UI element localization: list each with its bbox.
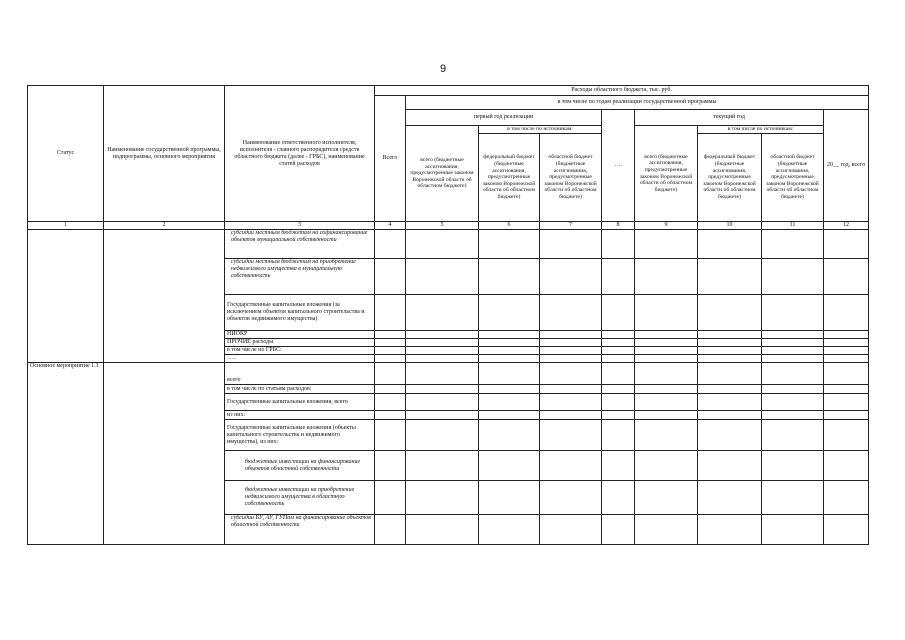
col-num-5: 5 <box>406 222 479 230</box>
table-cell <box>602 295 635 331</box>
table-cell <box>698 331 762 339</box>
table-cell <box>824 295 869 331</box>
col-num-11: 11 <box>762 222 824 230</box>
table-cell <box>406 363 479 385</box>
header-status: Статус <box>28 86 104 222</box>
table-cell <box>824 331 869 339</box>
header-federal-2: федеральный бюджет (бюджетные ассигнования, предусмотренные законом Воронежской области об областном бюджете) <box>698 134 762 222</box>
table-cell <box>824 394 869 411</box>
header-current-year: текущий год <box>635 110 824 126</box>
table-cell <box>762 420 824 451</box>
table-cell <box>375 339 406 347</box>
row-label: из них: <box>225 411 375 420</box>
table-cell <box>762 259 824 295</box>
table-cell <box>375 385 406 394</box>
header-program-name: Наименование государственной программы, подпрограммы, основного мероприятия <box>104 86 225 222</box>
col-num-1: 1 <box>28 222 104 230</box>
table-cell <box>375 411 406 420</box>
table-cell <box>602 331 635 339</box>
table-cell <box>406 481 479 515</box>
table-cell <box>635 339 698 347</box>
table-cell <box>762 355 824 363</box>
table-cell <box>406 347 479 355</box>
table-cell <box>28 230 104 363</box>
table-cell <box>479 259 540 295</box>
table-cell <box>698 481 762 515</box>
table-cell <box>635 385 698 394</box>
table-cell <box>406 411 479 420</box>
table-cell <box>540 295 602 331</box>
table-cell <box>602 259 635 295</box>
column-numbers-row <box>28 222 869 230</box>
table-cell <box>602 363 635 385</box>
table-cell <box>635 230 698 259</box>
row-label: Государственные капитальные вложения (за исключением объектов капитального строительства и объектов недвижимого имущества) <box>225 295 375 331</box>
table-cell <box>540 481 602 515</box>
table-cell <box>602 385 635 394</box>
table-cell <box>479 363 540 385</box>
row-label: Государственные капитальные вложения (объекты капитального строительства и недвижимого имущества), из них: <box>225 420 375 451</box>
table-cell <box>375 259 406 295</box>
table-cell <box>375 355 406 363</box>
table-cell <box>406 394 479 411</box>
header-total: Всего <box>375 96 406 222</box>
table-cell <box>824 230 869 259</box>
col-num-10: 10 <box>698 222 762 230</box>
table-cell <box>540 355 602 363</box>
table-cell <box>635 347 698 355</box>
table-cell <box>540 385 602 394</box>
col-num-3: 3 <box>225 222 375 230</box>
row-label: бюджетные инвестиции на приобретение недвижимого имущества в областную собственность <box>225 481 375 515</box>
row-label: бюджетные инвестиции на финансирование объектов областной собственности <box>225 451 375 481</box>
table-cell <box>635 363 698 385</box>
table-cell <box>602 481 635 515</box>
header-regional-1: областной бюджет (бюджетные ассигнования, предусмотренные законом Воронежской области об областном бюджете) <box>540 134 602 222</box>
table-cell <box>824 451 869 481</box>
table-cell <box>479 347 540 355</box>
table-cell <box>762 515 824 545</box>
table-cell <box>540 451 602 481</box>
table-cell <box>824 363 869 385</box>
table-cell <box>635 420 698 451</box>
table-cell <box>375 420 406 451</box>
table-cell <box>698 385 762 394</box>
table-cell <box>375 363 406 385</box>
table-cell <box>762 331 824 339</box>
table-cell <box>479 411 540 420</box>
row-label: субсидии БУ, АУ, ГУПам на финансирование объектов областной собственности <box>225 515 375 545</box>
table-cell <box>602 420 635 451</box>
table-cell <box>479 420 540 451</box>
table-cell <box>635 259 698 295</box>
table-cell <box>406 515 479 545</box>
col-num-8: 8 <box>602 222 635 230</box>
table-cell <box>824 385 869 394</box>
table-cell <box>375 230 406 259</box>
row-label: ПРОЧИЕ расходы <box>225 339 375 347</box>
table-cell <box>762 230 824 259</box>
table-cell <box>602 347 635 355</box>
table-cell <box>698 339 762 347</box>
table-cell <box>602 394 635 411</box>
table-cell <box>406 331 479 339</box>
col-num-2: 2 <box>104 222 225 230</box>
table-cell <box>602 355 635 363</box>
table-cell <box>635 481 698 515</box>
table-cell <box>698 451 762 481</box>
table-cell <box>698 355 762 363</box>
table-cell <box>602 411 635 420</box>
table-cell <box>479 230 540 259</box>
table-cell <box>698 420 762 451</box>
table-cell <box>479 331 540 339</box>
table-cell <box>540 230 602 259</box>
table-cell <box>824 355 869 363</box>
table-cell <box>104 230 225 363</box>
row-label: в том числе по статьям расходов: <box>225 385 375 394</box>
table-cell <box>375 481 406 515</box>
table-cell <box>635 394 698 411</box>
header-first-year: первый год реализации <box>406 110 602 126</box>
row-label: субсидии местным бюджетам на приобретение недвижимого имущества в муниципальную собственность <box>225 259 375 295</box>
col-num-12: 12 <box>824 222 869 230</box>
table-cell <box>479 339 540 347</box>
table-cell <box>479 295 540 331</box>
table-cell <box>540 339 602 347</box>
table-cell <box>479 355 540 363</box>
table-cell <box>762 363 824 385</box>
table-cell <box>698 411 762 420</box>
header-executor: Наименование ответственного исполнителя, исполнителя - главного распорядителя средств областного бюджета (далее - ГРБС), наименование статей расходов <box>225 86 375 222</box>
table-cell <box>635 411 698 420</box>
table-cell <box>540 331 602 339</box>
table-cell <box>762 347 824 355</box>
table-cell <box>602 515 635 545</box>
table-cell <box>824 481 869 515</box>
table-cell <box>698 363 762 385</box>
table-cell <box>698 295 762 331</box>
table-cell <box>406 355 479 363</box>
table-cell <box>635 331 698 339</box>
table-cell <box>540 515 602 545</box>
header-by-sources-2: в том числе по источникам: <box>698 126 824 134</box>
table-cell <box>602 451 635 481</box>
table-cell <box>406 259 479 295</box>
table-cell <box>635 515 698 545</box>
table-cell <box>375 295 406 331</box>
header-by-years: в том числе по годам реализации государственной программы <box>406 96 869 110</box>
table-cell <box>762 481 824 515</box>
col-num-4: 4 <box>375 222 406 230</box>
header-all-law-2: всего (бюджетные ассигнования, предусмотренные законом Воронежской области об областном бюджете) <box>635 126 698 222</box>
table-cell <box>540 411 602 420</box>
table-row <box>28 230 869 259</box>
table-cell <box>762 339 824 347</box>
main-event-label: Основное мероприятие 1.1 <box>28 363 104 545</box>
table-cell <box>698 394 762 411</box>
table-cell <box>104 363 225 545</box>
table-cell <box>375 515 406 545</box>
table-cell <box>375 331 406 339</box>
row-label: субсидии местным бюджетам на софинансирование объектов муниципальной собственности <box>225 230 375 259</box>
table-cell <box>698 230 762 259</box>
table-cell <box>698 259 762 295</box>
header-all-law-1: всего (бюджетные ассигнования, предусмотренные законом Воронежской области об областном бюджете) <box>406 126 479 222</box>
header-by-sources-1: в том числе по источникам: <box>479 126 602 134</box>
table-cell <box>762 394 824 411</box>
table-cell <box>406 385 479 394</box>
table-cell <box>540 347 602 355</box>
table-cell <box>479 481 540 515</box>
header-dots: …. <box>602 110 635 222</box>
table-cell <box>375 451 406 481</box>
col-num-9: 9 <box>635 222 698 230</box>
table-cell <box>824 515 869 545</box>
table-cell <box>375 347 406 355</box>
header-expenses-title: Расходы областного бюджета, тыс. руб. <box>375 86 869 96</box>
table-cell <box>406 295 479 331</box>
row-label: Государственные капитальные вложения, всего <box>225 394 375 411</box>
table-cell <box>762 451 824 481</box>
table-cell <box>762 411 824 420</box>
table-cell <box>375 394 406 411</box>
page-number: 9 <box>440 63 447 75</box>
table-cell <box>824 411 869 420</box>
table-cell <box>698 515 762 545</box>
row-label: в том числе по ГРБС: <box>225 347 375 355</box>
table-cell <box>406 420 479 451</box>
table-cell <box>824 420 869 451</box>
table-cell <box>824 347 869 355</box>
table-cell <box>406 230 479 259</box>
col-num-6: 6 <box>479 222 540 230</box>
table-row <box>28 363 869 385</box>
table-cell <box>635 355 698 363</box>
table-cell <box>479 385 540 394</box>
table-cell <box>824 339 869 347</box>
header-regional-2: областной бюджет (бюджетные ассигнования, предусмотренные законом Воронежской области об областном бюджете) <box>762 134 824 222</box>
row-label: НИОКР <box>225 331 375 339</box>
header-federal-1: федеральный бюджет (бюджетные ассигнования, предусмотренные законом Воронежской области об областном бюджете) <box>479 134 540 222</box>
row-label: ….. <box>225 355 375 363</box>
table-cell <box>479 394 540 411</box>
header-row-1 <box>28 86 869 96</box>
table-cell <box>540 259 602 295</box>
table-cell <box>540 394 602 411</box>
table-cell <box>406 339 479 347</box>
table-cell <box>698 347 762 355</box>
table-cell <box>762 295 824 331</box>
table-cell <box>479 451 540 481</box>
table-cell <box>762 385 824 394</box>
col-num-7: 7 <box>540 222 602 230</box>
table-cell <box>602 339 635 347</box>
table-cell <box>540 363 602 385</box>
table-cell <box>635 451 698 481</box>
row-label: всего <box>225 363 375 385</box>
table-cell <box>540 420 602 451</box>
header-year-total: 20__ год, всего <box>824 110 869 222</box>
table-cell <box>479 515 540 545</box>
table-cell <box>824 259 869 295</box>
table-cell <box>635 295 698 331</box>
table-cell <box>602 230 635 259</box>
budget-table <box>27 85 869 545</box>
table-cell <box>406 451 479 481</box>
